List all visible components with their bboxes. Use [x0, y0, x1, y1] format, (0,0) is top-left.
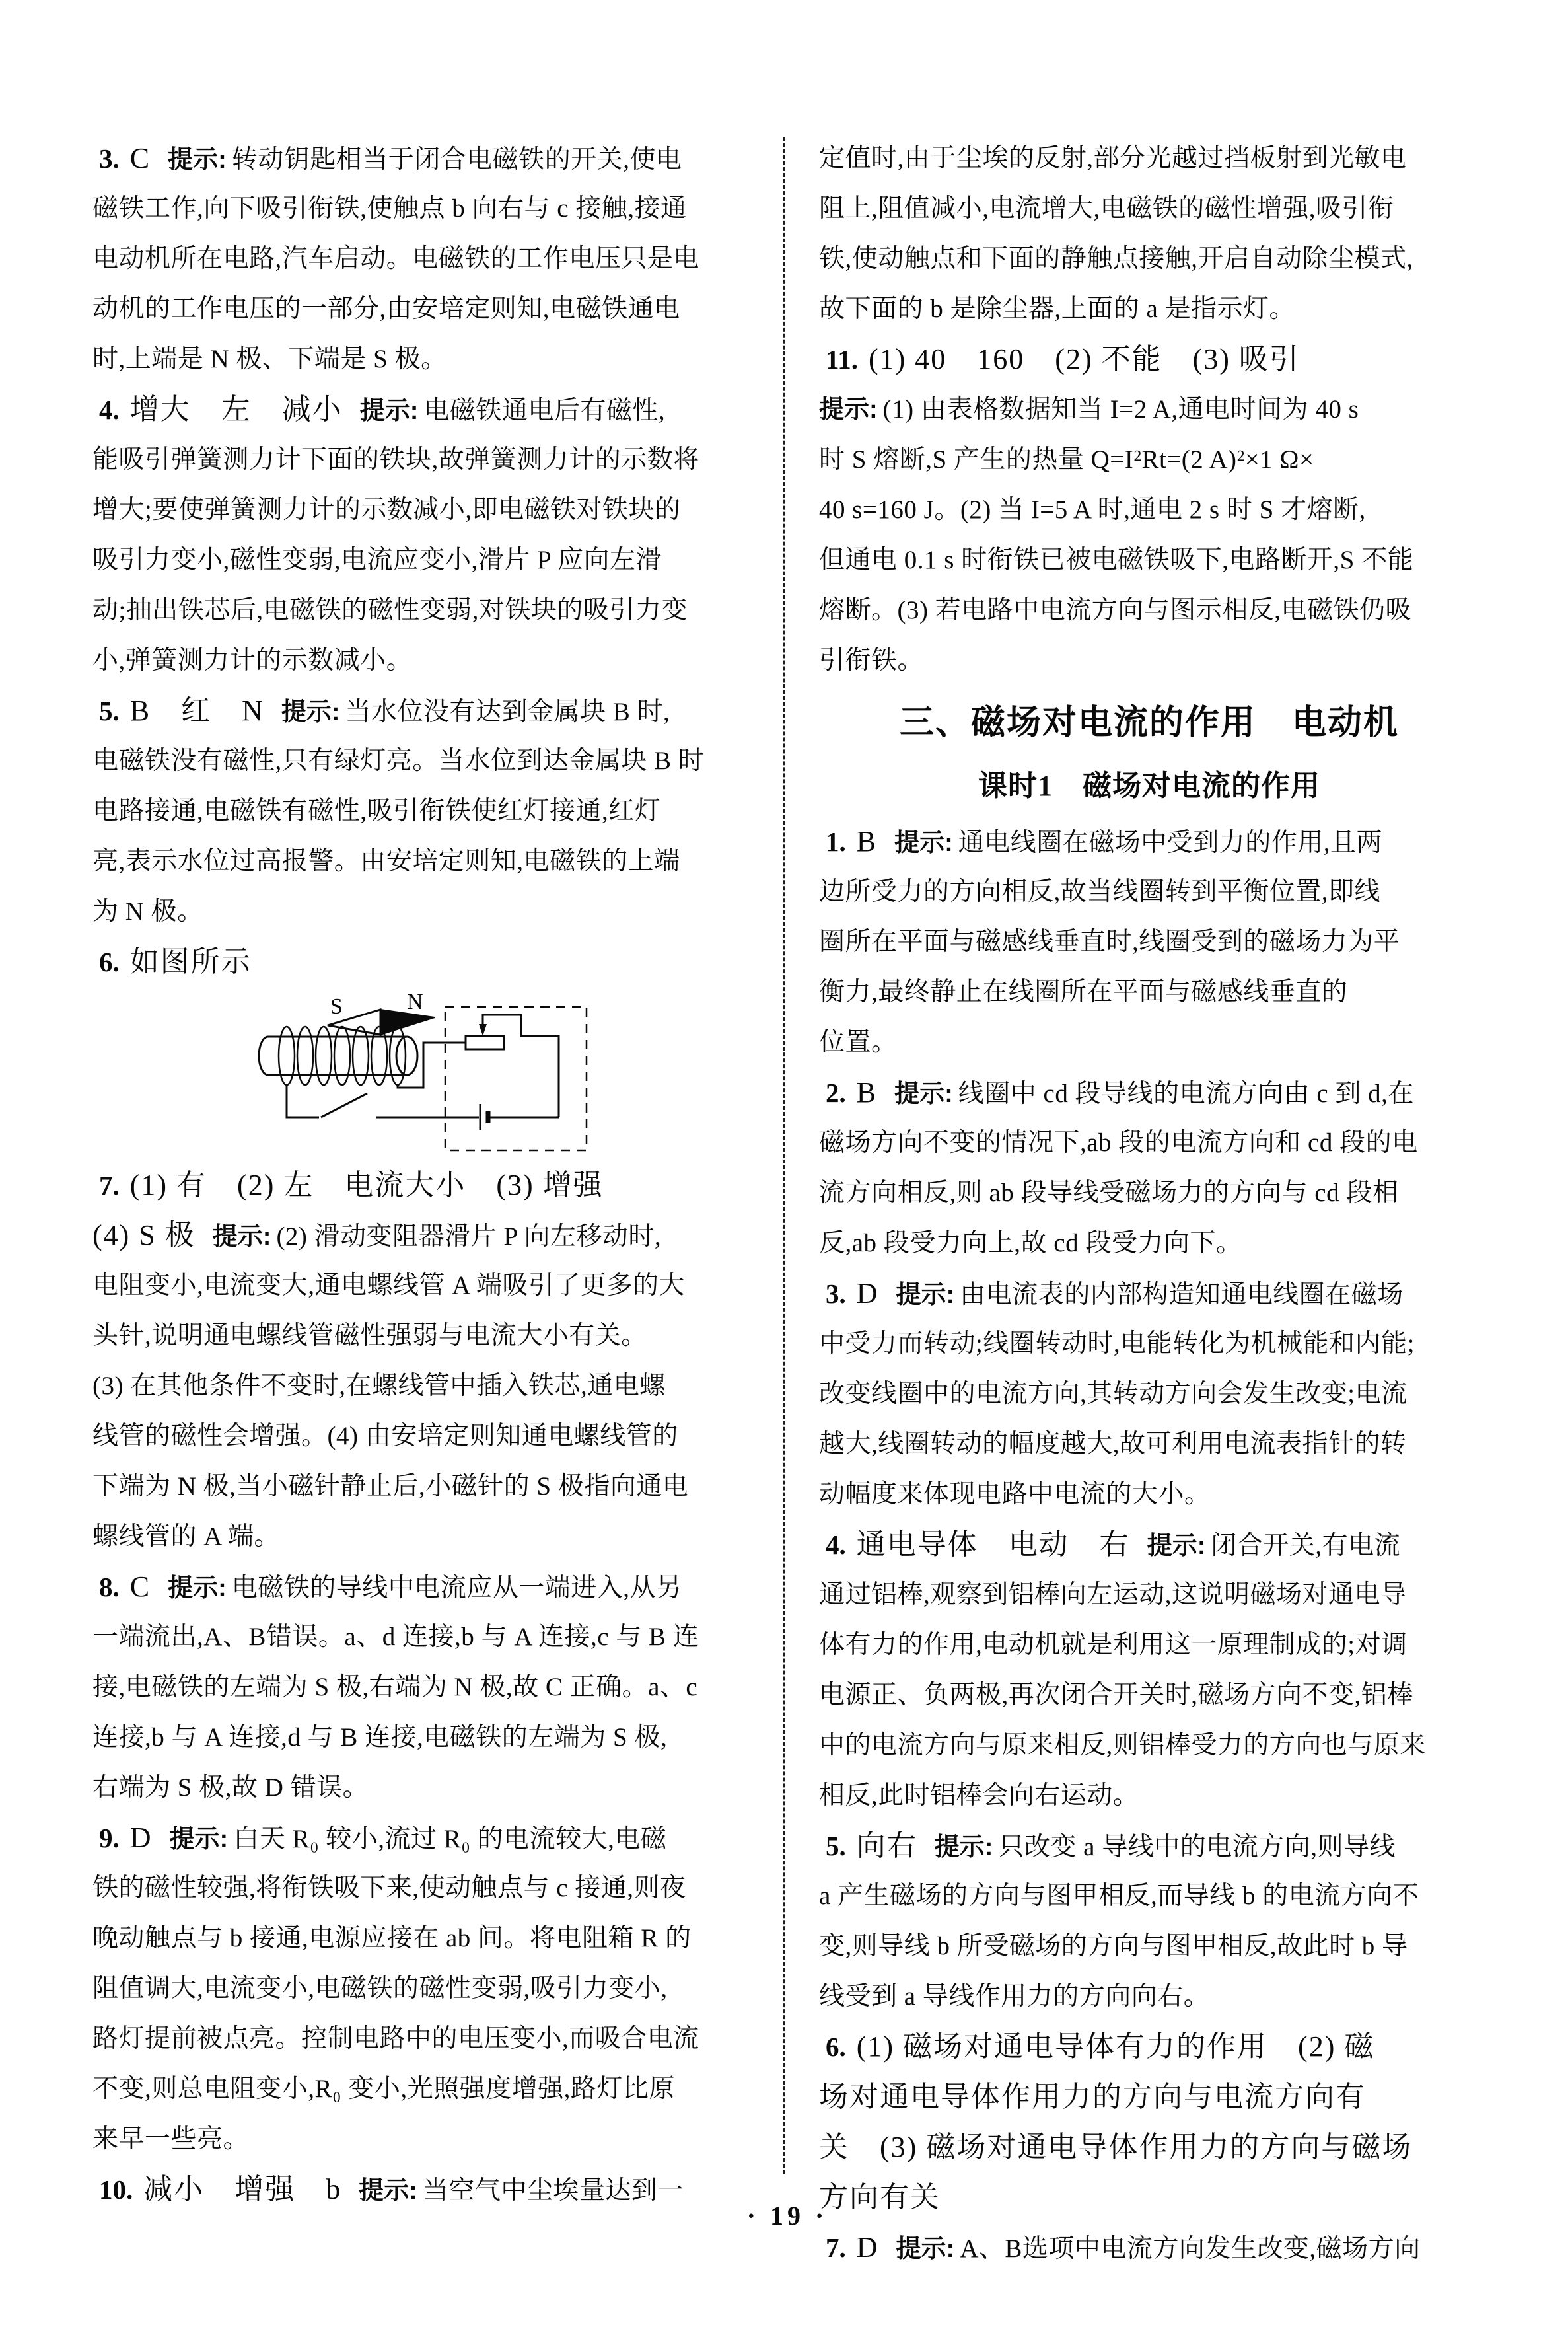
hint-text: 动机的工作电压的一部分,由安培定则知,电磁铁通电: [92, 295, 680, 323]
item-number: 8.: [99, 1572, 120, 1602]
answer-text: B: [856, 825, 878, 858]
text-line: [92, 284, 766, 334]
text-line: [819, 1871, 1479, 1921]
item-number: 2.: [826, 1078, 846, 1108]
text-line: [92, 2114, 766, 2164]
hint-text: 越大,线圈转动的幅度越大,故可利用电流表指针的转: [819, 1430, 1407, 1458]
rheostat-branch-wire: [483, 1015, 559, 1117]
hint-text: A、B选项中电流方向发生改变,磁场方向: [960, 2234, 1421, 2263]
hint-text: 故下面的 b 是除尘器,上面的 a 是指示灯。: [819, 295, 1296, 323]
answer-item-3: [92, 133, 766, 385]
answer-text: 减小 增强 b: [143, 2173, 342, 2205]
text-line: [92, 1261, 766, 1311]
answer-text: B 红 N: [129, 694, 264, 727]
hint-text: 晚动触点与 b 接通,电源应接在 ab 间。将电阻箱 R 的: [92, 1924, 692, 1952]
hint-text: 电路接通,电磁铁有磁性,吸引衔铁使红灯接通,红灯: [92, 797, 661, 825]
text-line: [92, 887, 766, 937]
hint-text: 铁的磁性较强,将衔铁吸下来,使动触点与 c 接通,则夜: [92, 1874, 686, 1902]
hint-text: 转动钥匙相当于闭合电磁铁的开关,使电: [231, 145, 682, 174]
text-line: [819, 385, 1479, 435]
text-line: [92, 1612, 766, 1662]
hint-text: 引衔铁。: [819, 646, 924, 675]
text-line: [819, 1068, 1479, 1118]
answer-text: (4) S 极: [92, 1219, 196, 1251]
hint-text: 线管的磁性会增强。(4) 由安培定则知通电螺线管的: [92, 1422, 678, 1450]
hint-text: 电源正、负两极,再次闭合开关时,磁场方向不变,铝棒: [819, 1681, 1413, 1709]
hint-text: 流方向相反,则 ab 段导线受磁场力的方向与 cd 段相: [819, 1179, 1399, 1207]
hint-label: 提示:: [896, 2235, 955, 2263]
item-number: 4.: [99, 394, 120, 425]
text-line: [92, 1964, 766, 2014]
hint-text: 通电线圈在磁场中受到力的作用,且两: [958, 829, 1383, 857]
hint-label: 提示:: [169, 1826, 229, 1853]
item-number: 7.: [826, 2233, 846, 2263]
switch-symbol: [321, 1093, 479, 1117]
hint-text: 时 S 熔断,S 产生的热量 Q=I²Rt=(2 A)²×1 Ω×: [819, 445, 1314, 474]
text-line: [819, 2072, 1479, 2122]
lesson-header: 课时1 磁场对电流的作用: [978, 770, 1320, 802]
item-number: 1.: [826, 827, 846, 857]
text-line: [92, 1562, 766, 1612]
hint-text: 改变线圈中的电流方向,其转动方向会发生改变;电流: [819, 1380, 1408, 1408]
hint-text: 反,ab 段受力向上,故 cd 段受力向下。: [819, 1229, 1242, 1257]
lesson1-item-2: [819, 1068, 1479, 1269]
item-number: 5.: [826, 1831, 846, 1861]
answer-text: D: [856, 1277, 879, 1310]
hint-text: 体有力的作用,电动机就是利用这一原理制成的;对调: [819, 1631, 1408, 1659]
hint-text: 电磁铁的导线中电流应从一端进入,从另: [231, 1574, 682, 1602]
coil-left-lead-wire: [287, 1085, 319, 1117]
hint-text: 动幅度来体现电路中电流的大小。: [819, 1480, 1211, 1508]
hint-text: 头针,说明通电螺线管磁性强弱与电流大小有关。: [92, 1321, 647, 1350]
hint-label: 提示:: [359, 397, 419, 425]
left-column: [92, 133, 766, 2215]
hint-text: 当水位没有达到金属块 B 时,: [345, 698, 670, 726]
hint-text: 铁,使动触点和下面的静触点接触,开启自动除尘模式,: [819, 244, 1413, 273]
answer-text: C: [129, 1570, 151, 1603]
hint-text: a 产生磁场的方向与图甲相反,而导线 b 的电流方向不: [819, 1882, 1419, 1910]
text-line: [92, 786, 766, 836]
hint-text: 小,弹簧测力计的示数减小。: [92, 646, 413, 675]
section-header: 三、磁场对电流的作用 电动机: [899, 704, 1399, 742]
item-number: 10.: [99, 2174, 133, 2205]
text-line: [819, 435, 1479, 485]
text-line: [819, 917, 1479, 967]
hint-text: 右端为 S 极,故 D 错误。: [92, 1773, 369, 1802]
solenoid-circuit-diagram: [242, 987, 744, 1160]
hint-label: 提示:: [934, 1833, 993, 1861]
hint-text: 变,则导线 b 所受磁场的方向与图甲相反,故此时 b 导: [819, 1932, 1408, 1960]
item-number: 6.: [99, 947, 120, 977]
text-line: [92, 1210, 766, 1261]
hint-text: 时,上端是 N 极、下端是 S 极。: [92, 345, 447, 373]
hint-text: 电磁铁没有磁性,只有绿灯亮。当水位到达金属块 B 时: [92, 747, 705, 775]
battery-symbol: [480, 1104, 559, 1130]
hint-text: 通过铝棒,观察到铝棒向左运动,这说明磁场对通电导: [819, 1580, 1407, 1609]
hint-text: 为 N 极。: [92, 897, 203, 926]
text-line: [92, 435, 766, 485]
answer-item-6: [92, 937, 766, 987]
lesson1-item-5: [819, 1821, 1479, 2022]
hint-text: 但通电 0.1 s 时衔铁已被电磁铁吸下,电路断开,S 不能: [819, 546, 1414, 574]
hint-text: 40 s=160 J。(2) 当 I=5 A 时,通电 2 s 时 S 才熔断,: [819, 496, 1366, 524]
text-line: [819, 133, 1479, 184]
hint-text: (2) 滑动变阻器滑片 P 向左移动时,: [276, 1222, 662, 1251]
text-line: [92, 1411, 766, 1461]
hint-text: 连接,b 与 A 连接,d 与 B 连接,电磁铁的左端为 S 极,: [92, 1723, 668, 1752]
hint-text: 吸引力变小,磁性变弱,电流应变小,滑片 P 应向左滑: [92, 546, 662, 574]
text-line: [92, 1813, 766, 1863]
hint-text: 一端流出,A、B错误。a、d 连接,b 与 A 连接,c 与 B 连: [92, 1623, 699, 1651]
hint-text: 下端为 N 极,当小磁针静止后,小磁针的 S 极指向通电: [92, 1472, 689, 1500]
text-line: [819, 1319, 1479, 1369]
item-number: 5.: [99, 696, 120, 726]
hint-text: (1) 由表格数据知当 I=2 A,通电时间为 40 s: [882, 395, 1359, 424]
text-line: [92, 485, 766, 535]
hint-text: (3) 在其他条件不变时,在螺线管中插入铁芯,通电螺: [92, 1372, 666, 1400]
text-line: [92, 1311, 766, 1361]
text-line: [819, 2122, 1479, 2172]
text-line: [819, 1168, 1479, 1218]
answer-text: 方向有关: [819, 2181, 941, 2213]
text-line: [92, 1713, 766, 1763]
text-line: [819, 1419, 1479, 1469]
hint-text: 熔断。(3) 若电路中电流方向与图示相反,电磁铁仍吸: [819, 596, 1411, 624]
text-line: [92, 1361, 766, 1411]
lesson1-item-3: [819, 1269, 1479, 1520]
text-line: [819, 867, 1479, 917]
answer-text: 关 (3) 磁场对通电导体作用力的方向与磁场: [819, 2131, 1413, 2163]
text-line: [819, 535, 1479, 585]
answer-item-9: [92, 1813, 766, 2164]
item-number: 9.: [99, 1823, 120, 1853]
hint-text: 位置。: [819, 1028, 898, 1056]
text-line: [92, 1461, 766, 1512]
text-line: [819, 1771, 1479, 1821]
text-line: [819, 1921, 1479, 1972]
hint-text: 阻上,阻值减小,电流增大,电磁铁的磁性增强,吸引衔: [819, 194, 1394, 223]
rheostat: [466, 1024, 504, 1049]
hint-label: 提示:: [1147, 1532, 1206, 1560]
text-line: [92, 184, 766, 234]
text-line: [819, 1620, 1479, 1670]
answer-text: 如图所示: [129, 945, 252, 978]
hint-text: 磁场方向不变的情况下,ab 段的电流方向和 cd 段的电: [819, 1128, 1418, 1157]
hint-label: 提示:: [894, 829, 953, 857]
lesson1-item-4: [819, 1520, 1479, 1821]
item-number: 4.: [826, 1530, 846, 1560]
answer-item-10: [92, 2164, 766, 2215]
answer-text: D: [856, 2231, 879, 2264]
hint-text: 中的电流方向与原来相反,则铝棒受力的方向也与原来: [819, 1731, 1426, 1759]
text-line: [819, 1469, 1479, 1520]
compass-n-label: N: [407, 990, 423, 1014]
hint-text: 由电流表的内部构造知通电线圈在磁场: [960, 1280, 1404, 1309]
text-line: [819, 1218, 1479, 1269]
hint-text: 电磁铁通电后有磁性,: [423, 396, 666, 425]
answer-text: B: [856, 1076, 878, 1109]
hint-text: 白天 R₀ 较小,流过 R₀ 的电流较大,电磁: [233, 1825, 667, 1853]
text-line: [92, 334, 766, 385]
text-line: [92, 585, 766, 636]
text-line: [819, 1269, 1479, 1319]
hint-text: 衡力,最终静止在线圈所在平面与磁感线垂直的: [819, 978, 1348, 1006]
text-line: [819, 1972, 1479, 2022]
text-line: [819, 184, 1479, 234]
text-line: [819, 1670, 1479, 1720]
hint-text: 来早一些亮。: [92, 2125, 250, 2153]
item-number: 11.: [826, 344, 858, 375]
answer-item-10-continued: [819, 133, 1479, 334]
text-line: [819, 1570, 1479, 1620]
text-line: [92, 1763, 766, 1813]
text-line: [92, 535, 766, 585]
text-line: [92, 836, 766, 887]
hint-label: 提示:: [359, 2177, 417, 2205]
item-number: 6.: [826, 2032, 846, 2062]
text-line: [819, 1821, 1479, 1871]
hint-text: 阻值调大,电流变小,电磁铁的磁性变弱,吸引力变小,: [92, 1974, 668, 2003]
answer-text: 增大 左 减小: [129, 393, 343, 425]
text-line: [92, 385, 766, 435]
text-line: [819, 334, 1479, 385]
text-line: [92, 1863, 766, 1913]
text-line: [819, 1369, 1479, 1419]
lesson1-item-6: [819, 2022, 1479, 2223]
text-line: [92, 2064, 766, 2114]
hint-text: 能吸引弹簧测力计下面的铁块,故弹簧测力计的示数将: [92, 445, 699, 474]
hint-text: 电动机所在电路,汽车启动。电磁铁的工作电压只是电: [92, 244, 699, 273]
hint-label: 提示:: [212, 1223, 271, 1251]
text-line: [92, 1512, 766, 1562]
dashed-box: [445, 1007, 587, 1150]
hint-text: 圈所在平面与磁感线垂直时,线圈受到的磁场力为平: [819, 928, 1400, 956]
text-line: [819, 2223, 1479, 2273]
answer-text: (1) 有 (2) 左 电流大小 (3) 增强: [129, 1169, 604, 1201]
hint-text: 磁铁工作,向下吸引衔铁,使触点 b 向右与 c 接触,接通: [92, 194, 687, 223]
text-line: [92, 234, 766, 284]
answer-item-4: [92, 385, 766, 686]
hint-text: 只改变 a 导线中的电流方向,则导线: [998, 1833, 1396, 1861]
text-line: [92, 1160, 766, 1210]
answer-item-8: [92, 1562, 766, 1813]
text-line: [819, 284, 1479, 334]
item-number: 3.: [99, 143, 120, 174]
hint-label: 提示:: [168, 146, 227, 174]
text-line: [92, 686, 766, 736]
item-number: 7.: [99, 1170, 120, 1200]
text-line: [819, 234, 1479, 284]
text-line: [819, 967, 1479, 1017]
answer-text: 向右: [856, 1829, 917, 1862]
text-line: [819, 1520, 1479, 1570]
hint-label: 提示:: [168, 1574, 227, 1602]
hint-text: 闭合开关,有电流: [1211, 1532, 1401, 1560]
item-number: 3.: [826, 1278, 846, 1309]
hint-label: 提示:: [894, 1080, 953, 1108]
answer-text: 通电导体 电动 右: [856, 1528, 1130, 1561]
hint-label: 提示:: [281, 698, 340, 726]
text-line: [92, 2164, 766, 2215]
hint-text: 线圈中 cd 段导线的电流方向由 c 到 d,在: [958, 1080, 1414, 1108]
lesson1-item-7: [819, 2223, 1479, 2273]
hint-text: 线受到 a 导线作用力的方向向右。: [819, 1982, 1210, 2011]
text-line: [819, 636, 1479, 686]
answer-text: 场对通电导体作用力的方向与电流方向有: [819, 2081, 1366, 2113]
text-line: [92, 636, 766, 686]
text-line: [92, 736, 766, 786]
hint-text: 路灯提前被点亮。控制电路中的电压变小,而吸合电流: [92, 2024, 699, 2053]
hint-text: 中受力而转动;线圈转动时,电能转化为机械能和内能;: [819, 1329, 1415, 1358]
text-line: [92, 937, 766, 987]
lesson1-item-1: [819, 817, 1479, 1068]
hint-text: 定值时,由于尘埃的反射,部分光越过挡板射到光敏电: [819, 144, 1407, 172]
right-column: [819, 133, 1479, 2273]
answer-item-7: [92, 1160, 766, 1562]
text-line: [92, 2014, 766, 2064]
text-line: [819, 485, 1479, 535]
text-line: [819, 817, 1479, 867]
answer-item-5: [92, 686, 766, 937]
answer-text: (1) 磁场对通电导体有力的作用 (2) 磁: [856, 2030, 1375, 2063]
answer-text: D: [129, 1822, 153, 1854]
hint-text: 增大;要使弹簧测力计的示数减小,即电磁铁对铁块的: [92, 496, 681, 524]
hint-label: 提示:: [819, 396, 878, 424]
text-line: [819, 1720, 1479, 1771]
text-line: [92, 1913, 766, 1964]
text-line: [819, 2172, 1479, 2223]
circuit-figure: [92, 987, 766, 1160]
text-line: [819, 1017, 1479, 1068]
text-line: [819, 585, 1479, 636]
text-line: [819, 1118, 1479, 1168]
compass-s-label: S: [330, 994, 343, 1019]
hint-label: 提示:: [896, 1281, 955, 1309]
hint-text: 当空气中尘埃量达到一: [422, 2176, 684, 2205]
hint-text: 螺线管的 A 端。: [92, 1522, 281, 1551]
hint-text: 亮,表示水位过高报警。由安培定则知,电磁铁的上端: [92, 847, 680, 875]
answer-text: C: [129, 142, 151, 174]
column-divider: [783, 137, 785, 2174]
solenoid-coil: [259, 1027, 417, 1085]
text-line: [92, 1662, 766, 1713]
hint-text: 相反,此时铝棒会向右运动。: [819, 1781, 1139, 1810]
slider-arrow-icon: [479, 1024, 487, 1036]
text-line: [92, 133, 766, 184]
page-number: · 19 ·: [746, 2201, 828, 2231]
hint-text: 接,电磁铁的左端为 S 极,右端为 N 极,故 C 正确。a、c: [92, 1673, 698, 1701]
hint-text: 边所受力的方向相反,故当线圈转到平衡位置,即线: [819, 877, 1381, 906]
hint-text: 不变,则总电阻变小,R₀ 变小,光照强度增强,路灯比原: [92, 2075, 675, 2103]
text-line: [819, 2022, 1479, 2072]
answer-item-11: [819, 334, 1479, 686]
hint-text: 电阻变小,电流变大,通电螺线管 A 端吸引了更多的大: [92, 1271, 686, 1300]
answer-text: (1) 40 160 (2) 不能 (3) 吸引: [869, 343, 1300, 375]
hint-text: 动;抽出铁芯后,电磁铁的磁性变弱,对铁块的吸引力变: [92, 596, 688, 624]
